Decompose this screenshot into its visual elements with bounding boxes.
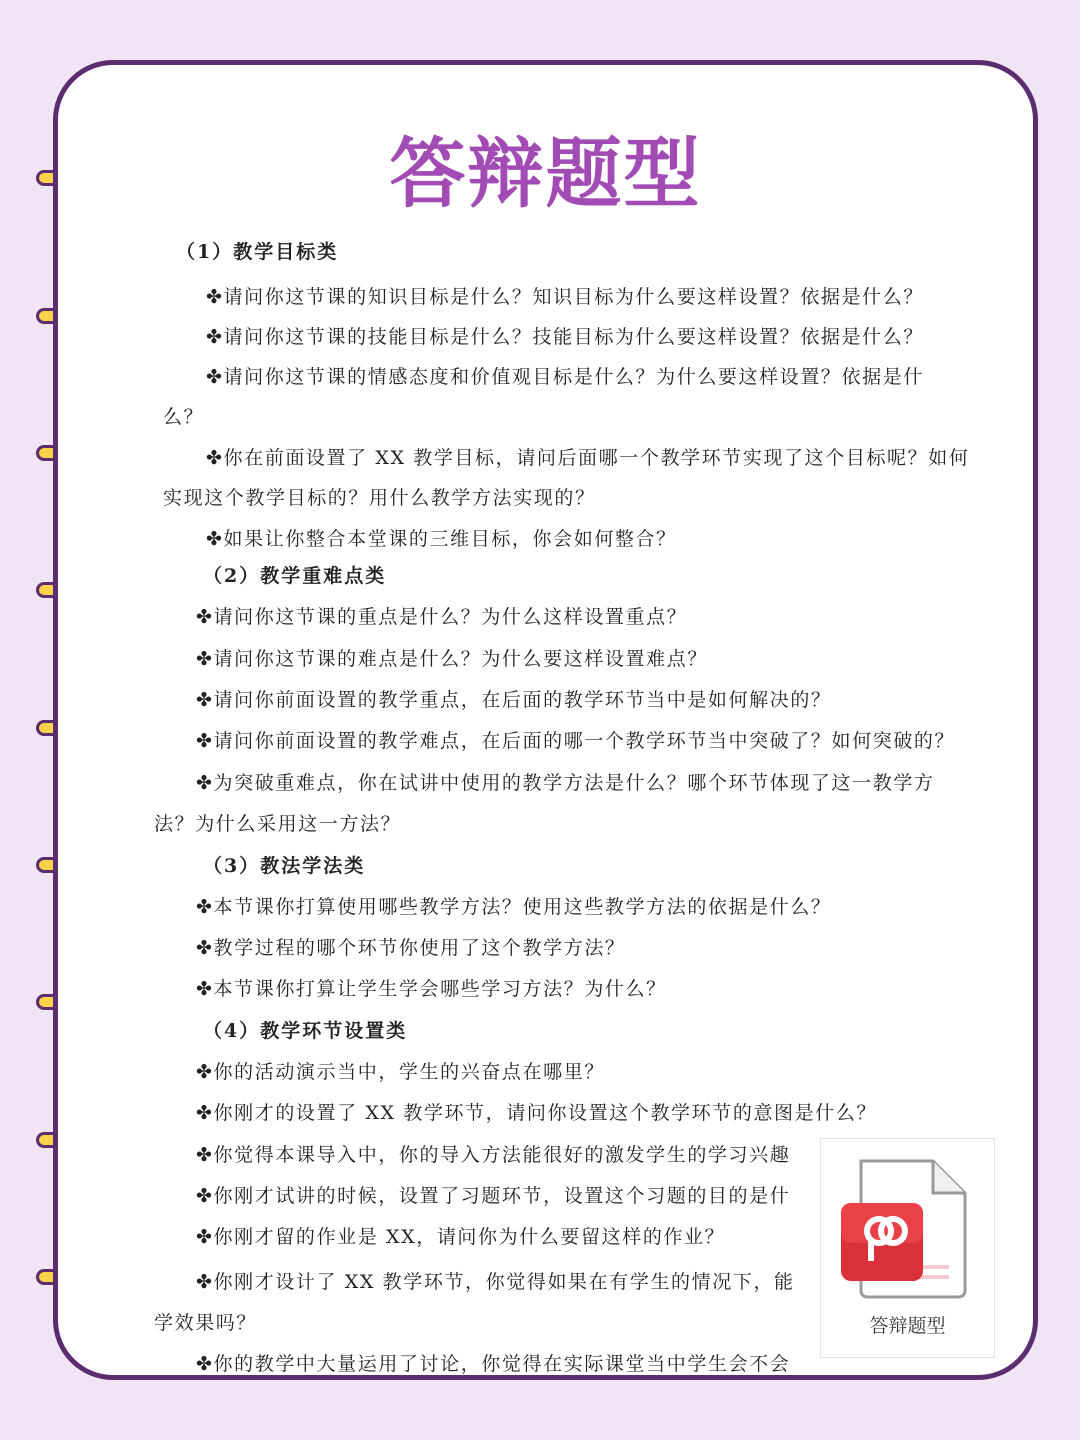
section-heading: （1）教学目标类 — [176, 241, 339, 263]
question-line-continued: 学效果吗？ — [154, 1312, 258, 1334]
question-line: ✤你的活动演示当中，学生的兴奋点在哪里？ — [196, 1061, 605, 1083]
file-name-label: 答辩题型 — [869, 1315, 946, 1337]
question-line: ✤请问你前面设置的教学难点，在后面的哪一个教学环节当中突破了？如何突破的？ — [196, 730, 956, 752]
question-line: ✤你在前面设置了 XX 教学目标，请问后面哪一个教学环节实现了这个目标呢？如何 — [206, 447, 970, 469]
question-line: ✤请问你这节课的重点是什么？为什么这样设置重点？ — [196, 606, 688, 628]
question-line: ✤你的教学中大量运用了讨论，你觉得在实际课堂当中学生会不会 — [196, 1353, 791, 1375]
question-line: ✤请问你这节课的难点是什么？为什么要这样设置难点？ — [196, 648, 708, 670]
question-line: ✤你刚才的设置了 XX 教学环节，请问你设置这个教学环节的意图是什么？ — [196, 1102, 878, 1124]
question-line-continued: 法？为什么采用这一方法？ — [154, 813, 402, 835]
question-line: ✤请问你这节课的知识目标是什么？知识目标为什么要这样设置？依据是什么？ — [206, 286, 924, 308]
file-attachment-card[interactable] — [820, 1138, 995, 1358]
question-line: ✤请问你前面设置的教学重点，在后面的教学环节当中是如何解决的？ — [196, 689, 832, 711]
question-line: ✤你刚才设计了 XX 教学环节，你觉得如果在有学生的情况下，能 — [196, 1271, 795, 1293]
question-line-continued: 么？ — [163, 406, 205, 428]
section-heading: （4）教学环节设置类 — [203, 1020, 408, 1042]
section-heading: （2）教学重难点类 — [203, 565, 387, 587]
question-line: ✤为突破重难点，你在试讲中使用的教学方法是什么？哪个环节体现了这一教学方 — [196, 772, 935, 794]
wps-presentation-icon — [833, 1155, 973, 1300]
question-line: ✤你刚才试讲的时候，设置了习题环节，设置这个习题的目的是什 — [196, 1185, 791, 1207]
section-heading: （3）教法学法类 — [203, 855, 366, 877]
question-line: ✤请问你这节课的情感态度和价值观目标是什么？为什么要这样设置？依据是什 — [206, 366, 924, 388]
question-line: ✤本节课你打算让学生学会哪些学习方法？为什么？ — [196, 978, 667, 1000]
page-title: 答辩题型 — [389, 129, 702, 218]
question-line: ✤你觉得本课导入中，你的导入方法能很好的激发学生的学习兴趣 — [196, 1144, 791, 1166]
question-line: ✤你刚才留的作业是 XX，请问你为什么要留这样的作业？ — [196, 1226, 726, 1248]
question-line: ✤请问你这节课的技能目标是什么？技能目标为什么要这样设置？依据是什么？ — [206, 326, 924, 348]
question-line: ✤教学过程的哪个环节你使用了这个教学方法？ — [196, 937, 626, 959]
question-line-continued: 实现这个教学目标的？用什么教学方法实现的？ — [163, 487, 596, 509]
question-line: ✤如果让你整合本堂课的三维目标，你会如何整合？ — [206, 528, 677, 550]
question-line: ✤本节课你打算使用哪些教学方法？使用这些教学方法的依据是什么？ — [196, 896, 832, 918]
